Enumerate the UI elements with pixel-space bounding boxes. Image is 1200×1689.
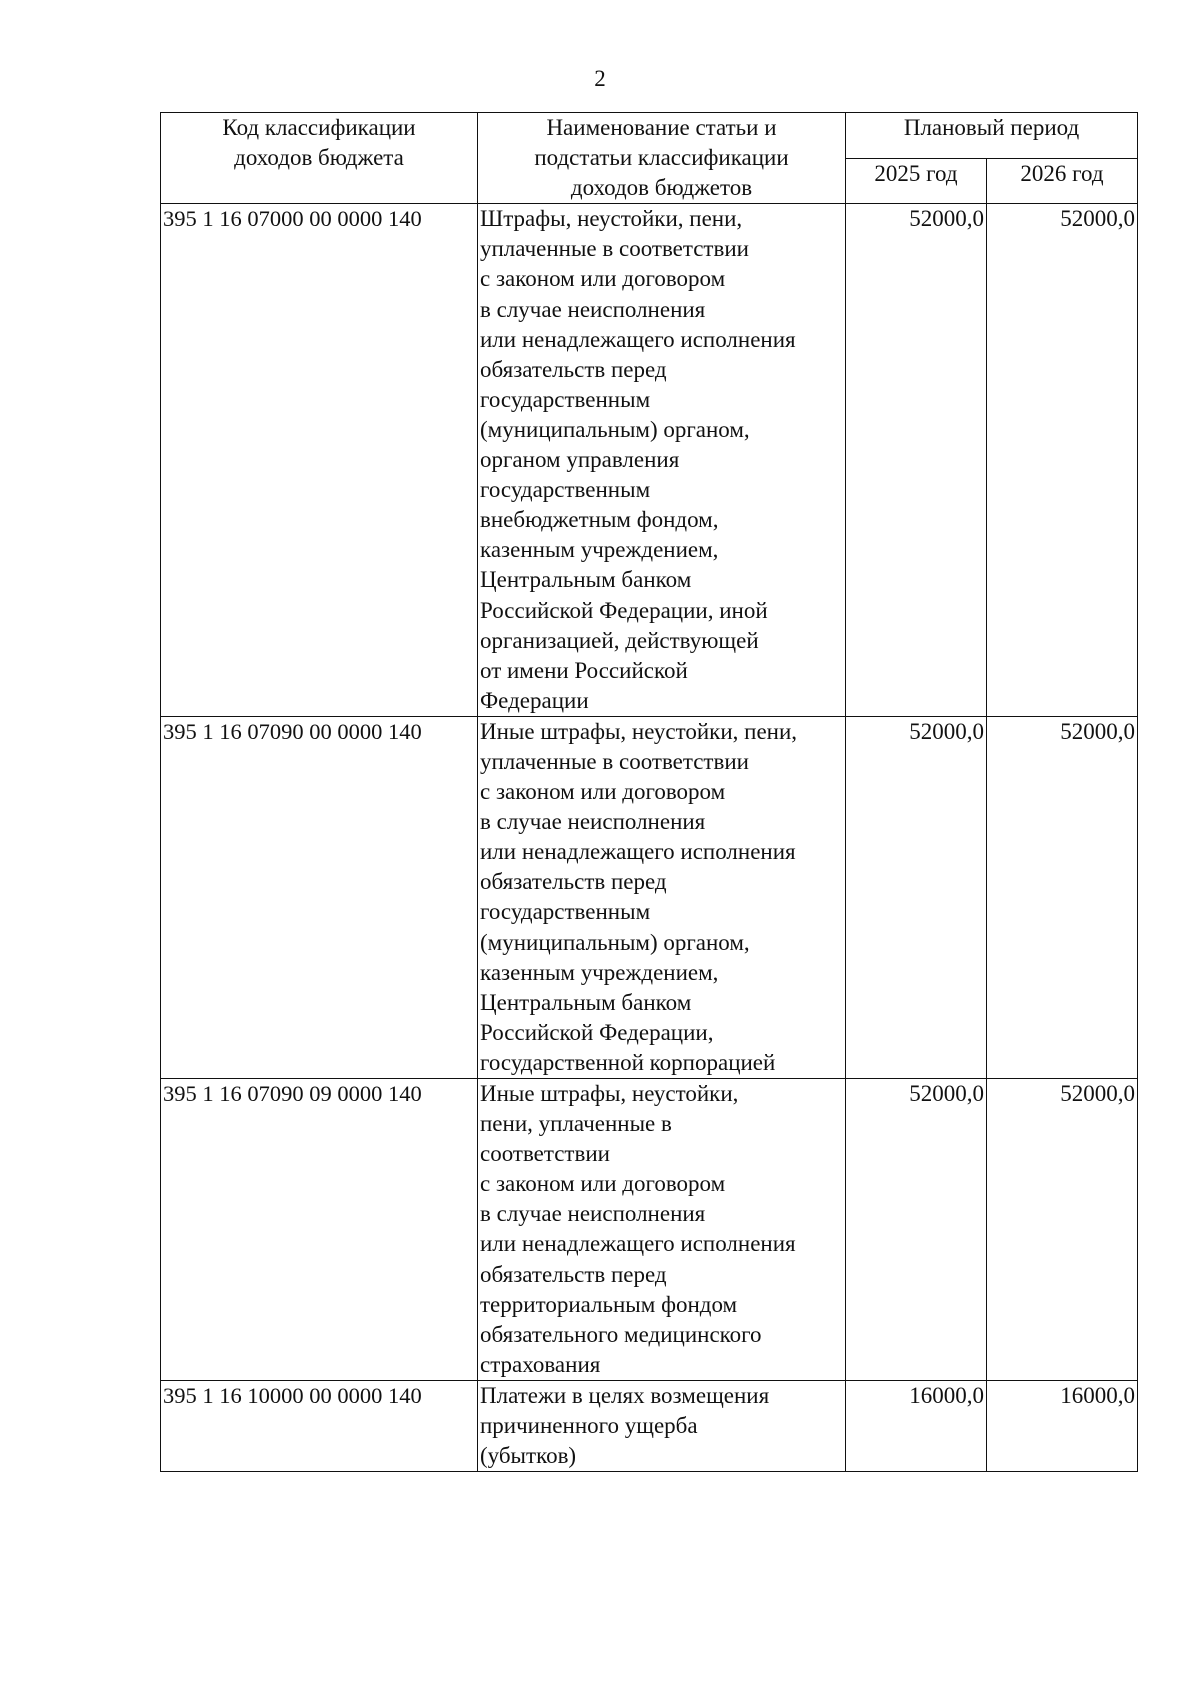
row-code: 395 1 16 07090 09 0000 140 <box>161 1079 478 1381</box>
row-code: 395 1 16 10000 00 0000 140 <box>161 1380 478 1471</box>
row-name: Иные штрафы, неустойки, пени, уплаченные в соответствии с законом или договором в случае неисполнения или ненадлежащего исполнения обязательств перед государственным (муниципальным) органом, казенным учреждением, Центральным банком Российской Федерации, государственной корпорацией <box>478 716 846 1078</box>
row-name: Платежи в целях возмещения причиненного ущерба (убытков) <box>478 1380 846 1471</box>
header-year-2026: 2026 год <box>987 158 1138 204</box>
row-value-2026: 16000,0 <box>987 1380 1138 1471</box>
table-row <box>161 1380 1138 1471</box>
row-value-2025: 52000,0 <box>846 204 987 717</box>
header-name: Наименование статьи и подстатьи классификации доходов бюджетов <box>478 113 846 204</box>
row-value-2025: 52000,0 <box>846 716 987 1078</box>
budget-income-table <box>160 112 1138 1472</box>
row-code: 395 1 16 07000 00 0000 140 <box>161 204 478 717</box>
row-value-2026: 52000,0 <box>987 204 1138 717</box>
table-header <box>161 113 1138 204</box>
table-body <box>161 204 1138 1472</box>
page-number: 2 <box>594 66 606 91</box>
header-planned-period: Плановый период <box>846 113 1138 159</box>
header-row-1 <box>161 113 1138 159</box>
row-name: Штрафы, неустойки, пени, уплаченные в соответствии с законом или договором в случае неисполнения или ненадлежащего исполнения обязательств перед государственным (муниципальным) органом, органом управления государственным внебюджетным фондом, казенным учреждением, Центральным банком Российской Федерации, иной организацией, действующей от имени Российской Федерации <box>478 204 846 717</box>
row-value-2025: 52000,0 <box>846 1079 987 1381</box>
row-value-2026: 52000,0 <box>987 1079 1138 1381</box>
row-name: Иные штрафы, неустойки, пени, уплаченные в соответствии с законом или договором в случае неисполнения или ненадлежащего исполнения обязательств перед территориальным фондом обязательного медицинского страхования <box>478 1079 846 1381</box>
header-code: Код классификации доходов бюджета <box>161 113 478 204</box>
row-value-2026: 52000,0 <box>987 716 1138 1078</box>
row-code: 395 1 16 07090 00 0000 140 <box>161 716 478 1078</box>
table-row <box>161 716 1138 1078</box>
header-year-2025: 2025 год <box>846 158 987 204</box>
table-row <box>161 204 1138 717</box>
table-row <box>161 1079 1138 1381</box>
row-value-2025: 16000,0 <box>846 1380 987 1471</box>
